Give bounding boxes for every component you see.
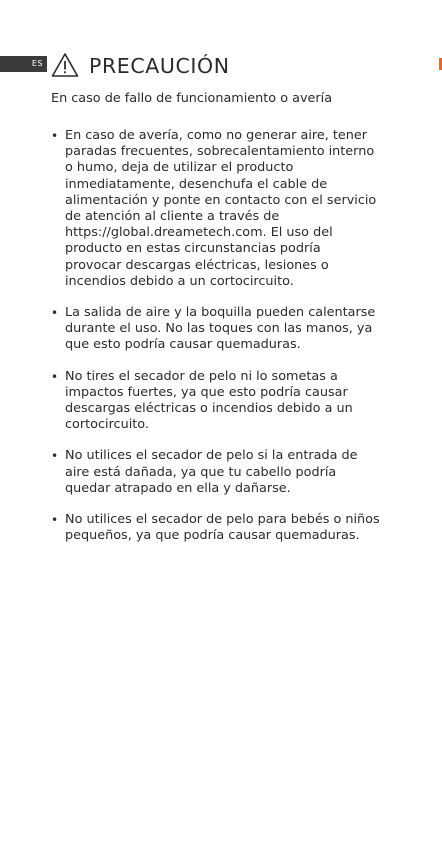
- section-intro: En caso de fallo de funcionamiento o avería: [51, 91, 333, 106]
- language-tab: ES: [0, 56, 47, 72]
- bullet-icon: •: [51, 129, 59, 143]
- list-item-text: La salida de aire y la boquilla pueden calentarse durante el uso. No las toques con las manos, ya que esto podría causar quemaduras.: [65, 305, 376, 353]
- bullet-icon: •: [51, 306, 59, 321]
- list-item: [51, 305, 381, 354]
- list-item-text: No utilices el secador de pelo si la entrada de aire está dañada, ya que tu cabello podría quedar atrapado en ella y dañarse.: [65, 448, 358, 496]
- bullet-icon: •: [51, 449, 59, 464]
- page-title: PRECAUCIÓN: [89, 54, 230, 78]
- list-item-text: No tires el secador de pelo ni lo sometas a impactos fuertes, ya que esto podría causar descargas eléctricas o incendios debido a un cortocircuito.: [65, 368, 353, 433]
- bullet-icon: •: [51, 513, 59, 528]
- list-item: [51, 448, 381, 497]
- list-item: [51, 512, 381, 544]
- precaution-list: [51, 128, 381, 559]
- bullet-icon: •: [51, 369, 59, 384]
- list-item: [51, 369, 381, 434]
- list-item: [51, 128, 381, 290]
- list-item-text: No utilices el secador de pelo para bebés o niños pequeños, ya que podría causar quemaduras.: [65, 512, 380, 544]
- warning-triangle-icon: [51, 52, 79, 78]
- list-item-text: En caso de avería, como no generar aire, tener paradas frecuentes, sobrecalentamiento interno o humo, deja de utilizar el producto inmediatamente, desenchufa el cable de alimentación y ponte en contacto con el servicio de atención al cliente a través de https://global.dreametech.com. El uso del producto en estas circunstancias podría provocar descargas eléctricas, lesiones o incendios debido a un cortocircuito.: [65, 128, 377, 289]
